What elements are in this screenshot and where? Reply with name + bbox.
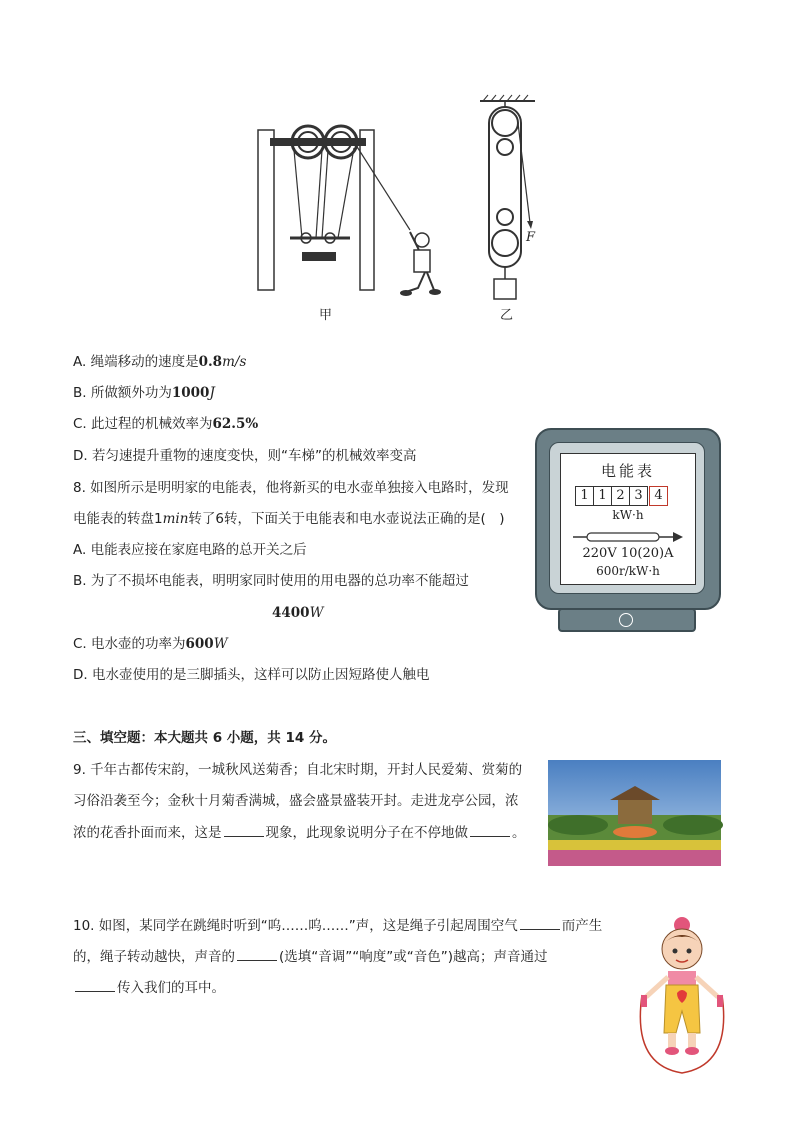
meter-digit: 3 [630,486,648,506]
meter-digit: 1 [594,486,612,506]
q8-option-d: D. 电水壶使用的是三脚插头，这样可以防止因短路使人触电 [73,667,430,683]
figure-jia-caption: 甲 [319,308,333,323]
answer-blank[interactable] [520,915,560,930]
jump-rope-girl [632,915,732,1075]
figure-jia [250,120,450,320]
q8-line1: 8. 如图所示是明明家的电能表，他将新买的电水壶单独接入电路时，发现 [73,480,509,496]
meter-unit: kW·h [612,508,644,522]
q8-option-b: B. 为了不损坏电能表，明明家同时使用的用电器的总功率不能超过 [73,573,469,589]
figure-force-label: F [526,230,536,245]
figure-yi [475,95,555,305]
meter-digits [575,486,668,506]
meter-digit-decimal: 4 [649,486,668,506]
q10-line3: 传入我们的耳中。 [73,977,225,998]
section-3-title: 三、填空题：本大题共 6 小题，共 14 分。 [73,730,336,746]
q7-option-a: A. 绳端移动的速度是0.8m/s [73,354,247,370]
q7-option-b: B. 所做额外功为1000J [73,385,215,401]
q8-option-c: C. 电水壶的功率为600W [73,636,228,652]
meter-screw-icon [619,613,633,627]
answer-blank[interactable] [237,946,277,961]
q7-option-d: D. 若匀速提升重物的速度变快，则“车梯”的机械效率变高 [73,448,417,464]
park-photo [548,760,721,866]
meter-title: 电能表 [600,462,655,480]
q9-line3: 浓的花香扑面而来，这是 现象，此现象说明分子在不停地做 。 [73,822,526,843]
q8-option-a: A. 电能表应接在家庭电路的总开关之后 [73,542,307,558]
q7-option-c: C. 此过程的机械效率为62.5% [73,416,259,432]
q9-line1: 9. 千年古都传宋韵，一城秋风送菊香；自北宋时期，开封人民爱菊、赏菊的 [73,762,523,778]
q10-line1: 10. 如图，某同学在跳绳时听到“呜……呜……”声，这是绳子引起周围空气 而产生 [73,915,602,936]
q9-line2: 习俗沿袭至今；金秋十月菊香满城，盛会盛景盛装开封。走进龙亭公园，浓 [73,793,519,809]
meter-base [558,608,696,632]
meter-digit: 1 [575,486,594,506]
meter-digit: 2 [612,486,630,506]
q10-line2: 的，绳子转动越快，声音的 (选填“音调”“响度”或“音色”)越高；声音通过 [73,946,548,967]
q8-option-b-value: 4400W [272,605,324,621]
answer-blank[interactable] [470,822,510,837]
meter-disc-arrow [573,530,683,544]
electric-meter [535,428,721,610]
meter-rev: 600r/kW·h [596,564,660,578]
answer-blank[interactable] [224,822,264,837]
q8-line2: 电能表的转盘1min转了6转，下面关于电能表和电水壶说法正确的是( ) [73,511,505,527]
answer-blank[interactable] [75,977,115,992]
figure-yi-caption: 乙 [500,308,514,323]
meter-rating: 220V 10(20)A [582,546,674,561]
